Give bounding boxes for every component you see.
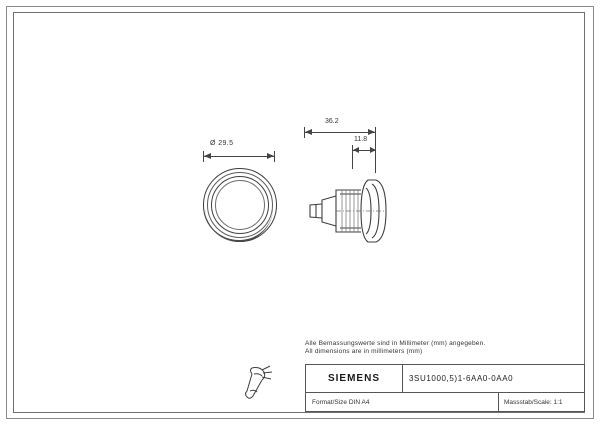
side-view-length-label: 36.2 (325, 118, 339, 125)
dimension-arrow-left-icon (204, 153, 211, 159)
sheet-format: Format/Size DIN A4 (306, 393, 499, 411)
side-dimension-arrow-right-icon (368, 129, 375, 135)
side-view-depth-label: 11.8 (354, 136, 368, 143)
side-dimension-arrow-left-icon (305, 129, 312, 135)
side-dimension-line-length (304, 132, 376, 133)
note-line-english: All dimensions are in millimeters (mm) (305, 348, 423, 355)
drawing-scale: Massstab/Scale: 1:1 (504, 398, 563, 406)
side-depth-arrow-right-icon (370, 147, 376, 153)
dimension-line (203, 156, 275, 157)
side-depth-arrow-left-icon (353, 147, 359, 153)
front-view-diameter-label: Ø 29.5 (210, 140, 234, 147)
small-part-icon (240, 364, 280, 400)
front-view (196, 140, 296, 240)
side-view (296, 118, 406, 253)
dimension-arrow-right-icon (267, 153, 274, 159)
dimension-notes (305, 340, 485, 356)
note-line-german: Alle Bemassungswerte sind in Millimeter (mm) angegeben. (305, 340, 486, 347)
side-view-geometry (302, 174, 412, 248)
siemens-logo-text: SIEMENS (327, 373, 380, 384)
button-shadow-arc (205, 174, 273, 242)
title-block (305, 364, 585, 412)
siemens-logo (306, 365, 403, 392)
title-block-bottom-row (306, 393, 584, 411)
part-number: 3SU1000,5)1-6AA0-0AA0 (409, 374, 514, 383)
title-block-top-row (306, 365, 584, 393)
